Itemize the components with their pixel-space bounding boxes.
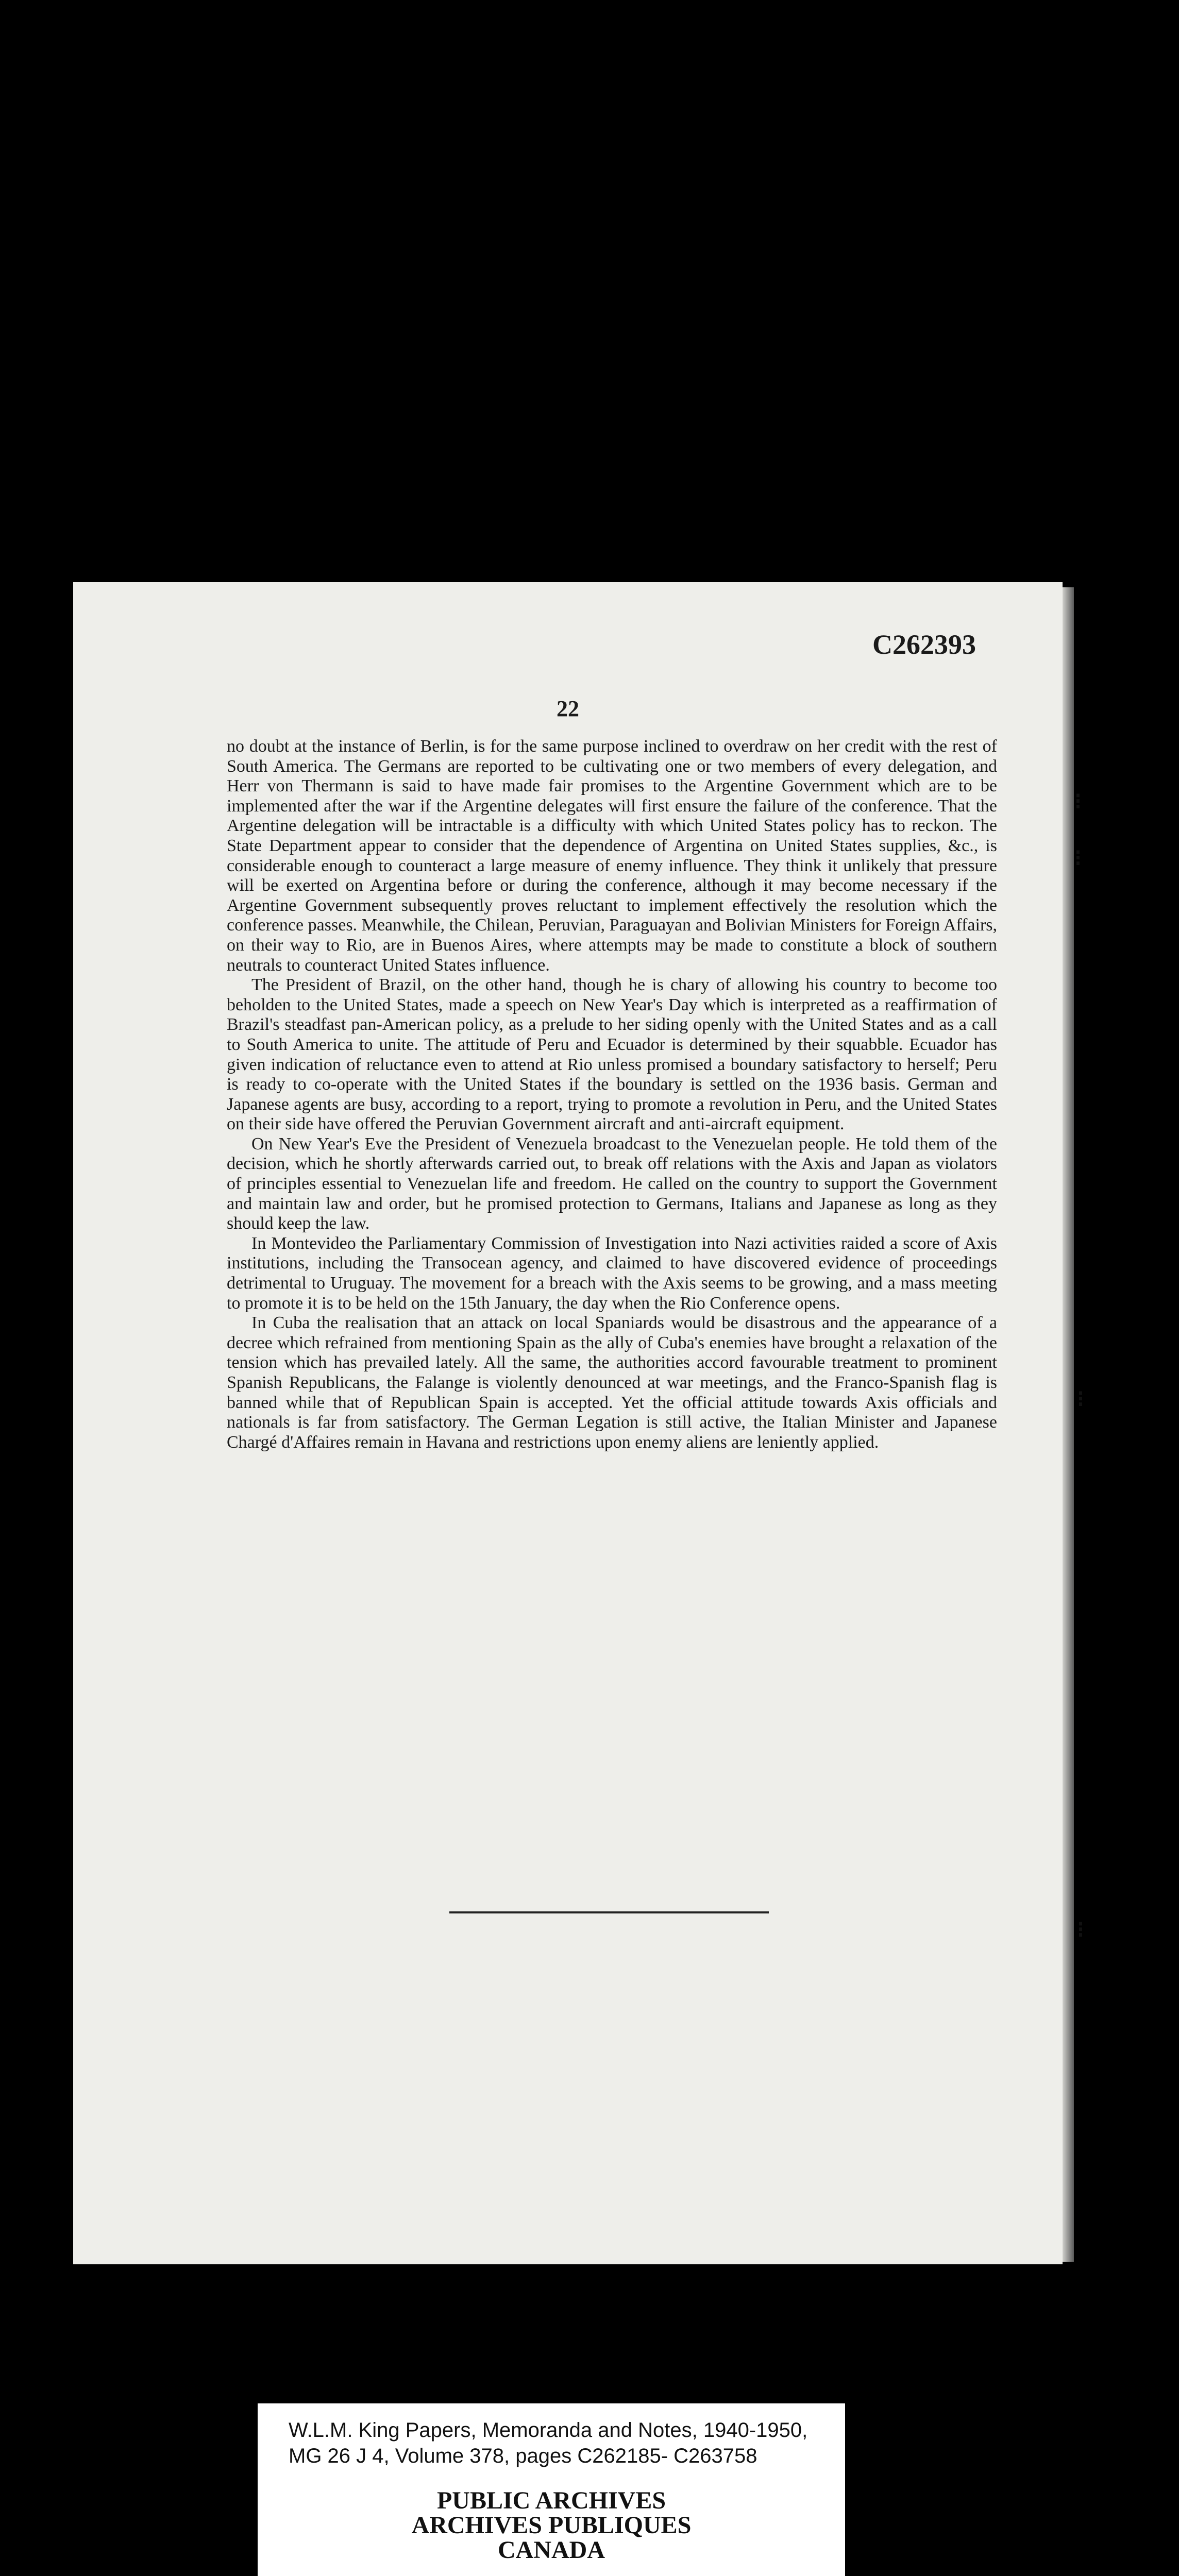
page-edge-shadow [1063,587,1074,2262]
margin-mark: ⁝ [1074,789,1082,814]
stamp-country: CANADA [498,2536,605,2564]
paragraph-venezuela: On New Year's Eve the President of Venezuela broadcast to the Venezuelan people. He told them of the decision, which he shortly afterwards carried out, to break off relations with the Axis and Japan as violators of principles essential to Venezuelan life and freedom. He called on the country to support the Government and maintain law and order, but he promised protection to Germans, Italians and Japanese as long as they should keep the law. [227,1134,997,1233]
stamp-collection-line: W.L.M. King Papers, Memoranda and Notes, 1940-1950, [289,2419,808,2442]
paragraph-brazil: The President of Brazil, on the other hand, though he is chary of allowing his country to become too beholden to the United States, made a speech on New Year's Day which is interpreted as a reaffirmation of Brazil's steadfast pan-American policy, as a prelude to her siding openly with the United States and as a call to South America to unite. The attitude of Peru and Ecuador is determined by their squabble. Ecuador has given indication of reluctance even to attend at Rio unless promised a boundary satisfactory to herself; Peru is ready to co-operate with the United States if the boundary is settled on the 1936 basis. German and Japanese agents are busy, according to a report, trying to promote a revolution in Peru, and the United States on their side have offered the Peruvian Government aircraft and anti-aircraft equipment. [227,975,997,1134]
end-rule [449,1911,769,1913]
page-number: 22 [557,696,579,721]
margin-mark: ⁝ [1077,1917,1084,1942]
stamp-archive-fr: ARCHIVES PUBLIQUES [411,2512,692,2539]
margin-mark: ⁝ [1074,845,1082,871]
paragraph-uruguay: In Montevideo the Parliamentary Commission of Investigation into Nazi activities raided a score of Axis institutions, including the Transocean agency, and claimed to have discovered evidence of proceedings detrimental to Uruguay. The movement for a breach with the Axis seems to be growing, and a mass meeting to promote it is to be held on the 15th January, the day when the Rio Conference opens. [227,1233,997,1313]
document-page [73,582,1063,2264]
paragraph-argentina: no doubt at the instance of Berlin, is for the same purpose inclined to overdraw on her credit with the rest of South America. The Germans are reported to be cultivating one or two members of every delegation, and Herr von Thermann is said to have made fair promises to the Argentine Government which are to be implemented after the war if the Argentine delegates will first ensure the failure of the conference. That the Argentine delegation will be intractable is a difficulty with which United States policy has to reckon. The State Department appear to consider that the dependence of Argentina on United States supplies, &c., is considerable enough to counteract a large measure of enemy influence. They think it unlikely that pressure will be exerted on Argentina before or during the conference, although it may become necessary if the Argentine Government subsequently proves reluctant to implement effectively the resolution which the conference passes. Meanwhile, the Chilean, Peruvian, Paraguayan and Bolivian Ministers for Foreign Affairs, on their way to Rio, are in Buenos Aires, where attempts may be made to constitute a block of southern neutrals to counteract United States influence. [227,737,997,975]
stamp-archive-en: PUBLIC ARCHIVES [436,2487,666,2514]
archive-stamp [258,2403,845,2576]
paragraph-cuba: In Cuba the realisation that an attack on local Spaniards would be disastrous and the appearance of a decree which refrained from mentioning Spain as the ally of Cuba's enemies have brought a relaxation of the tension which has prevailed lately. All the same, the authorities accord favourable treatment to prominent Spanish Republicans, the Falange is violently denounced at war meetings, and the Franco-Spanish flag is banned while that of Republican Spain is accepted. Yet the official attitude towards Axis officials and nationals is far from satisfactory. The German Legation is still active, the Italian Minister and Japanese Chargé d'Affaires remain in Havana and restrictions upon enemy aliens are leniently applied. [227,1313,997,1452]
stamp-volume-line: MG 26 J 4, Volume 378, pages C262185- C263758 [289,2445,757,2467]
margin-mark: ⁝ [1077,1386,1084,1412]
document-body [227,737,997,1452]
reference-number: C262393 [872,629,976,660]
